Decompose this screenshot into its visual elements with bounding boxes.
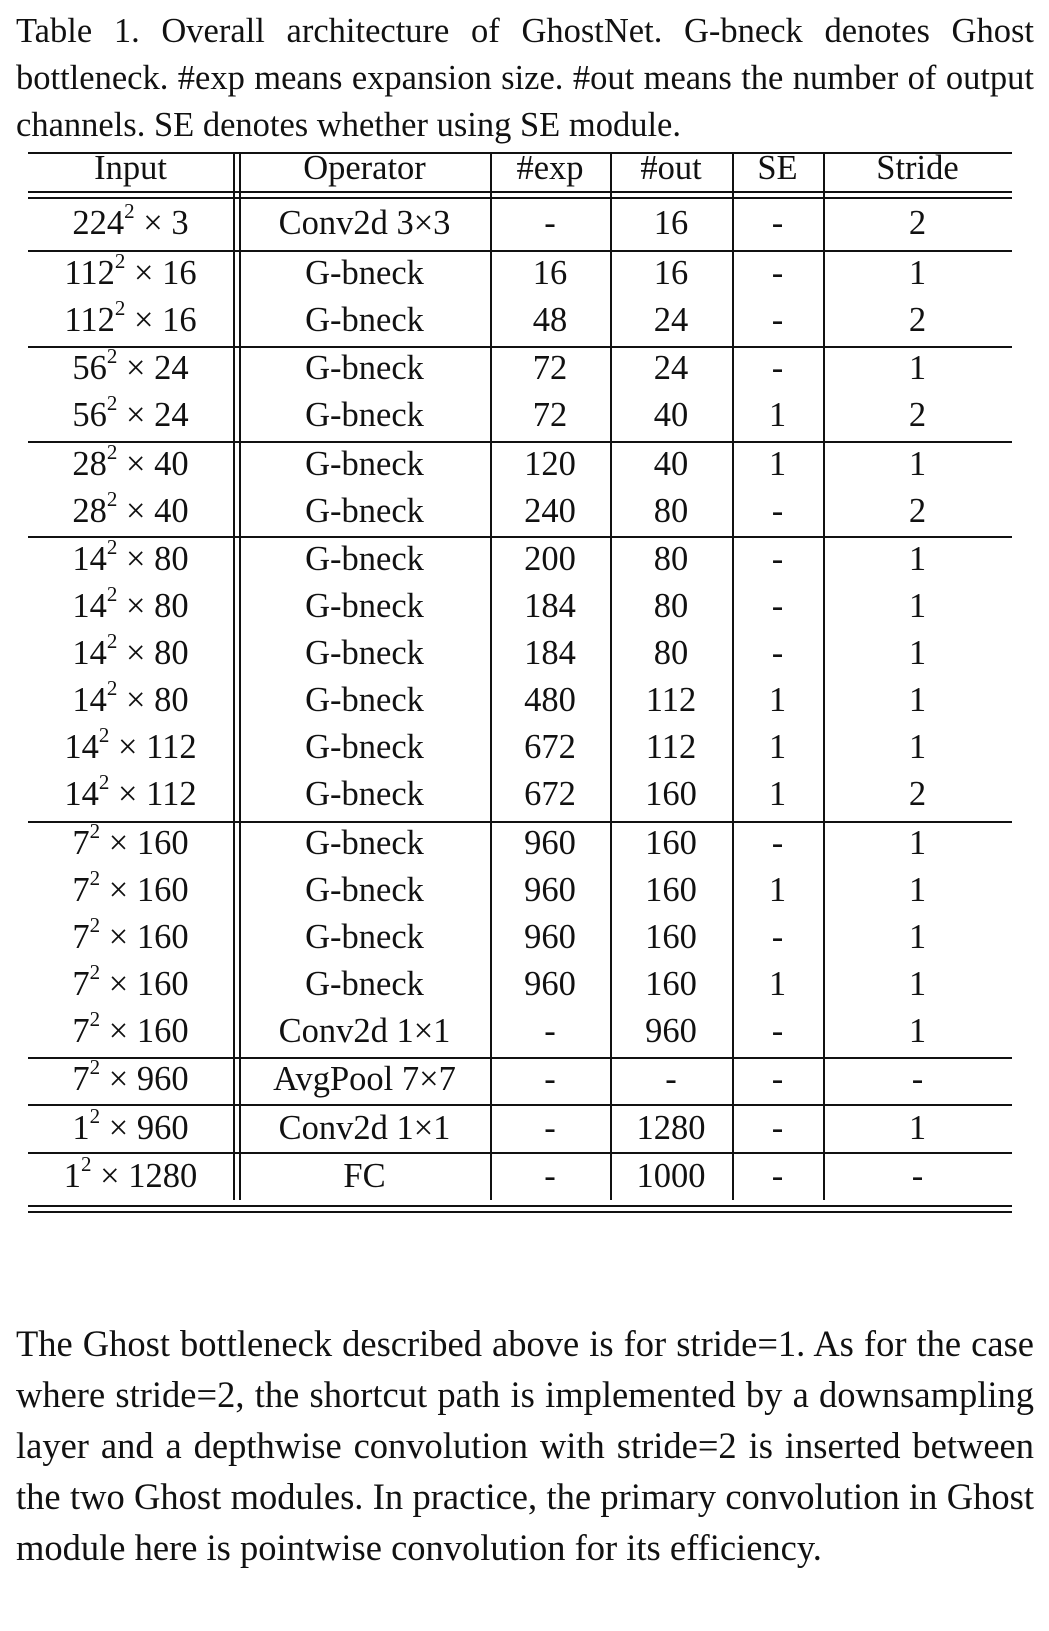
input-exponent: 2 bbox=[124, 198, 135, 223]
cell-out: 1280 bbox=[636, 1109, 706, 1147]
table-rule bbox=[28, 250, 1012, 252]
column-divider bbox=[233, 152, 235, 1200]
cell-operator: Conv2d 1×1 bbox=[278, 1109, 451, 1147]
cell-stride: 1 bbox=[908, 1109, 927, 1147]
input-base: 14 bbox=[72, 540, 107, 578]
cell-stride: - bbox=[911, 1157, 924, 1195]
cell-input bbox=[28, 439, 233, 483]
header-se: SE bbox=[757, 149, 798, 187]
input-channels: × 960 bbox=[100, 1060, 189, 1098]
cell-se: - bbox=[771, 587, 784, 625]
cell-se: - bbox=[771, 1157, 784, 1195]
input-channels: × 112 bbox=[109, 728, 197, 766]
input-exponent: 2 bbox=[106, 675, 118, 700]
cell-stride: 1 bbox=[908, 728, 927, 766]
input-channels: × 1280 bbox=[91, 1157, 198, 1195]
cell-input bbox=[28, 248, 233, 292]
cell-input bbox=[28, 1151, 233, 1195]
table-rule bbox=[28, 1152, 1012, 1154]
input-exponent: 2 bbox=[106, 390, 118, 415]
cell-se: - bbox=[771, 492, 784, 530]
cell-stride: 2 bbox=[908, 204, 927, 242]
input-exponent: 2 bbox=[106, 439, 118, 464]
cell-out: 160 bbox=[645, 918, 697, 956]
cell-se: 1 bbox=[768, 396, 787, 434]
cell-input bbox=[28, 1054, 233, 1098]
input-exponent: 2 bbox=[89, 818, 101, 843]
cell-stride: 1 bbox=[908, 965, 927, 1003]
input-base: 7 bbox=[72, 1060, 90, 1098]
body-paragraph: The Ghost bottleneck described above is for stride=1. As for the case where stride=2, the shortcut path is implemented by a downsampling layer and a depthwise convolution with stride=2 is inserted between the two Ghost modules. In practice, the primary convolution in Ghost module here is pointwise convolution for its efficiency. bbox=[16, 1323, 1034, 1568]
cell-exp: 240 bbox=[524, 492, 576, 530]
table-rule bbox=[28, 441, 1012, 443]
cell-operator: G-bneck bbox=[305, 918, 424, 956]
cell-se: - bbox=[771, 824, 784, 862]
cell-operator: G-bneck bbox=[305, 775, 424, 813]
cell-stride: 1 bbox=[908, 587, 927, 625]
table-rule bbox=[28, 191, 1012, 193]
cell-operator: G-bneck bbox=[305, 396, 424, 434]
cell-operator: Conv2d 1×1 bbox=[278, 1012, 451, 1050]
input-channels: × 80 bbox=[117, 681, 189, 719]
cell-se: - bbox=[771, 349, 784, 387]
input-base: 112 bbox=[64, 301, 115, 339]
header-out: #out bbox=[640, 149, 702, 187]
cell-exp: - bbox=[544, 1157, 556, 1195]
cell-exp: 672 bbox=[524, 728, 576, 766]
cell-operator: G-bneck bbox=[305, 540, 424, 578]
header-operator: Operator bbox=[303, 149, 426, 187]
cell-stride: 1 bbox=[908, 681, 927, 719]
input-exponent: 2 bbox=[89, 959, 101, 984]
cell-exp: 48 bbox=[532, 301, 568, 339]
input-channels: × 160 bbox=[100, 1012, 189, 1050]
cell-input bbox=[28, 675, 233, 719]
input-channels: × 112 bbox=[109, 775, 197, 813]
cell-input bbox=[28, 581, 233, 625]
cell-operator: G-bneck bbox=[305, 445, 424, 483]
input-channels: × 80 bbox=[117, 587, 189, 625]
cell-exp: - bbox=[544, 204, 556, 242]
input-base: 14 bbox=[64, 728, 99, 766]
cell-operator: G-bneck bbox=[305, 634, 424, 672]
cell-se: 1 bbox=[768, 871, 787, 909]
cell-out: 112 bbox=[645, 728, 697, 766]
cell-out: 80 bbox=[653, 492, 689, 530]
cell-exp: 672 bbox=[524, 775, 576, 813]
cell-se: 1 bbox=[768, 965, 787, 1003]
cell-operator: AvgPool 7×7 bbox=[273, 1060, 456, 1098]
input-exponent: 2 bbox=[89, 1103, 101, 1128]
cell-se: - bbox=[771, 204, 784, 242]
input-exponent: 2 bbox=[98, 769, 110, 794]
cell-exp: 72 bbox=[532, 396, 568, 434]
cell-stride: 1 bbox=[908, 254, 927, 292]
cell-input bbox=[28, 959, 233, 1003]
input-exponent: 2 bbox=[114, 295, 126, 320]
cell-out: 160 bbox=[645, 965, 697, 1003]
input-base: 7 bbox=[72, 965, 90, 1003]
cell-stride: 1 bbox=[908, 540, 927, 578]
cell-exp: - bbox=[544, 1060, 556, 1098]
cell-operator: G-bneck bbox=[305, 349, 424, 387]
table-rule bbox=[28, 1057, 1012, 1059]
architecture-table bbox=[28, 149, 1012, 1274]
cell-input bbox=[28, 722, 233, 766]
input-channels: × 16 bbox=[125, 301, 197, 339]
input-channels: × 80 bbox=[117, 540, 189, 578]
input-channels: × 40 bbox=[117, 492, 189, 530]
cell-input bbox=[28, 1006, 233, 1050]
cell-stride: 1 bbox=[908, 871, 927, 909]
input-base: 1 bbox=[63, 1157, 82, 1195]
input-base: 112 bbox=[64, 254, 115, 292]
cell-exp: - bbox=[544, 1012, 556, 1050]
cell-out: 112 bbox=[645, 681, 697, 719]
cell-exp: - bbox=[544, 1109, 556, 1147]
cell-input bbox=[28, 865, 233, 909]
cell-operator: G-bneck bbox=[305, 587, 424, 625]
input-base: 224 bbox=[72, 204, 125, 242]
input-channels: × 160 bbox=[100, 871, 189, 909]
cell-stride: 1 bbox=[908, 824, 927, 862]
cell-operator: G-bneck bbox=[305, 681, 424, 719]
cell-exp: 184 bbox=[524, 587, 576, 625]
input-base: 56 bbox=[72, 349, 107, 387]
cell-operator: G-bneck bbox=[305, 728, 424, 766]
input-base: 14 bbox=[72, 587, 107, 625]
input-exponent: 2 bbox=[114, 248, 126, 273]
table-rule bbox=[28, 1104, 1012, 1106]
cell-operator: Conv2d 3×3 bbox=[278, 204, 451, 242]
cell-exp: 120 bbox=[524, 445, 576, 483]
cell-stride: 1 bbox=[908, 1012, 927, 1050]
cell-operator: G-bneck bbox=[305, 492, 424, 530]
cell-se: - bbox=[771, 918, 784, 956]
header-exp: #exp bbox=[516, 149, 584, 187]
cell-operator: FC bbox=[343, 1157, 386, 1195]
input-base: 7 bbox=[72, 918, 90, 956]
cell-exp: 184 bbox=[524, 634, 576, 672]
cell-out: 160 bbox=[645, 871, 697, 909]
cell-exp: 960 bbox=[524, 824, 576, 862]
cell-out: 1000 bbox=[636, 1157, 706, 1195]
input-channels: × 960 bbox=[100, 1109, 189, 1147]
cell-out: 24 bbox=[653, 349, 689, 387]
input-channels: × 160 bbox=[100, 918, 189, 956]
cell-out: 40 bbox=[653, 396, 689, 434]
input-base: 7 bbox=[72, 871, 90, 909]
cell-operator: G-bneck bbox=[305, 824, 424, 862]
input-channels: × 160 bbox=[100, 824, 189, 862]
input-base: 7 bbox=[72, 824, 90, 862]
table-rule bbox=[28, 346, 1012, 348]
cell-input bbox=[28, 390, 233, 434]
cell-out: - bbox=[665, 1060, 677, 1098]
cell-exp: 200 bbox=[524, 540, 576, 578]
input-base: 28 bbox=[72, 445, 107, 483]
input-exponent: 2 bbox=[89, 912, 101, 937]
input-base: 14 bbox=[72, 681, 107, 719]
input-channels: × 24 bbox=[117, 396, 189, 434]
cell-input bbox=[28, 769, 233, 813]
input-exponent: 2 bbox=[106, 581, 118, 606]
input-exponent: 2 bbox=[89, 1054, 101, 1079]
cell-stride: 1 bbox=[908, 445, 927, 483]
cell-operator: G-bneck bbox=[305, 965, 424, 1003]
cell-se: - bbox=[771, 301, 784, 339]
cell-out: 16 bbox=[653, 254, 689, 292]
cell-se: - bbox=[771, 540, 784, 578]
cell-input bbox=[28, 486, 233, 530]
cell-out: 960 bbox=[645, 1012, 697, 1050]
cell-se: - bbox=[771, 1060, 784, 1098]
cell-exp: 960 bbox=[524, 871, 576, 909]
input-exponent: 2 bbox=[98, 722, 110, 747]
input-exponent: 2 bbox=[81, 1151, 92, 1176]
header-input: Input bbox=[94, 149, 167, 187]
table-rule bbox=[28, 197, 1012, 199]
cell-out: 16 bbox=[653, 204, 689, 242]
input-channels: × 3 bbox=[134, 204, 189, 242]
input-channels: × 80 bbox=[117, 634, 189, 672]
cell-se: - bbox=[771, 1109, 784, 1147]
table-caption: Table 1. Overall architecture of GhostNet. G-bneck denotes Ghost bottleneck. #exp means expansion size. #out means the number of output channels. SE denotes whether using SE module. bbox=[16, 12, 1034, 144]
cell-out: 160 bbox=[645, 824, 697, 862]
input-base: 28 bbox=[72, 492, 107, 530]
cell-input bbox=[28, 534, 233, 578]
cell-se: 1 bbox=[768, 681, 787, 719]
cell-operator: G-bneck bbox=[305, 301, 424, 339]
cell-stride: 2 bbox=[908, 775, 927, 813]
cell-input bbox=[28, 1103, 233, 1147]
cell-input bbox=[28, 818, 233, 862]
cell-stride: 1 bbox=[908, 634, 927, 672]
cell-exp: 480 bbox=[524, 681, 576, 719]
cell-se: 1 bbox=[768, 445, 787, 483]
cell-se: - bbox=[771, 254, 784, 292]
table-rule bbox=[28, 536, 1012, 538]
cell-exp: 960 bbox=[524, 965, 576, 1003]
table-rule bbox=[28, 1211, 1012, 1213]
input-base: 56 bbox=[72, 396, 107, 434]
cell-se: 1 bbox=[768, 775, 787, 813]
cell-input bbox=[28, 628, 233, 672]
table-rule bbox=[28, 821, 1012, 823]
cell-exp: 72 bbox=[532, 349, 568, 387]
input-base: 7 bbox=[72, 1012, 90, 1050]
cell-se: - bbox=[771, 1012, 784, 1050]
cell-exp: 960 bbox=[524, 918, 576, 956]
cell-stride: 2 bbox=[908, 492, 927, 530]
input-channels: × 24 bbox=[117, 349, 189, 387]
cell-stride: - bbox=[911, 1060, 924, 1098]
cell-out: 160 bbox=[645, 775, 697, 813]
input-exponent: 2 bbox=[106, 343, 118, 368]
input-exponent: 2 bbox=[106, 628, 118, 653]
input-channels: × 16 bbox=[125, 254, 197, 292]
header-stride: Stride bbox=[876, 149, 959, 187]
input-channels: × 160 bbox=[100, 965, 189, 1003]
cell-operator: G-bneck bbox=[305, 871, 424, 909]
input-exponent: 2 bbox=[89, 865, 101, 890]
cell-input bbox=[28, 912, 233, 956]
cell-exp: 16 bbox=[532, 254, 568, 292]
cell-stride: 1 bbox=[908, 918, 927, 956]
input-base: 14 bbox=[64, 775, 99, 813]
cell-stride: 2 bbox=[908, 301, 927, 339]
input-exponent: 2 bbox=[89, 1006, 101, 1031]
table-rule bbox=[28, 1205, 1012, 1207]
input-base: 14 bbox=[72, 634, 107, 672]
cell-se: - bbox=[771, 634, 784, 672]
input-channels: × 40 bbox=[117, 445, 189, 483]
cell-stride: 1 bbox=[908, 349, 927, 387]
cell-operator: G-bneck bbox=[305, 254, 424, 292]
cell-input bbox=[28, 295, 233, 339]
cell-out: 40 bbox=[653, 445, 689, 483]
cell-stride: 2 bbox=[908, 396, 927, 434]
cell-out: 24 bbox=[653, 301, 689, 339]
cell-input bbox=[28, 343, 233, 387]
cell-out: 80 bbox=[653, 540, 689, 578]
cell-out: 80 bbox=[653, 634, 689, 672]
input-exponent: 2 bbox=[106, 486, 118, 511]
cell-se: 1 bbox=[768, 728, 787, 766]
input-exponent: 2 bbox=[106, 534, 118, 559]
input-base: 1 bbox=[72, 1109, 90, 1147]
cell-out: 80 bbox=[653, 587, 689, 625]
cell-input bbox=[28, 198, 233, 242]
